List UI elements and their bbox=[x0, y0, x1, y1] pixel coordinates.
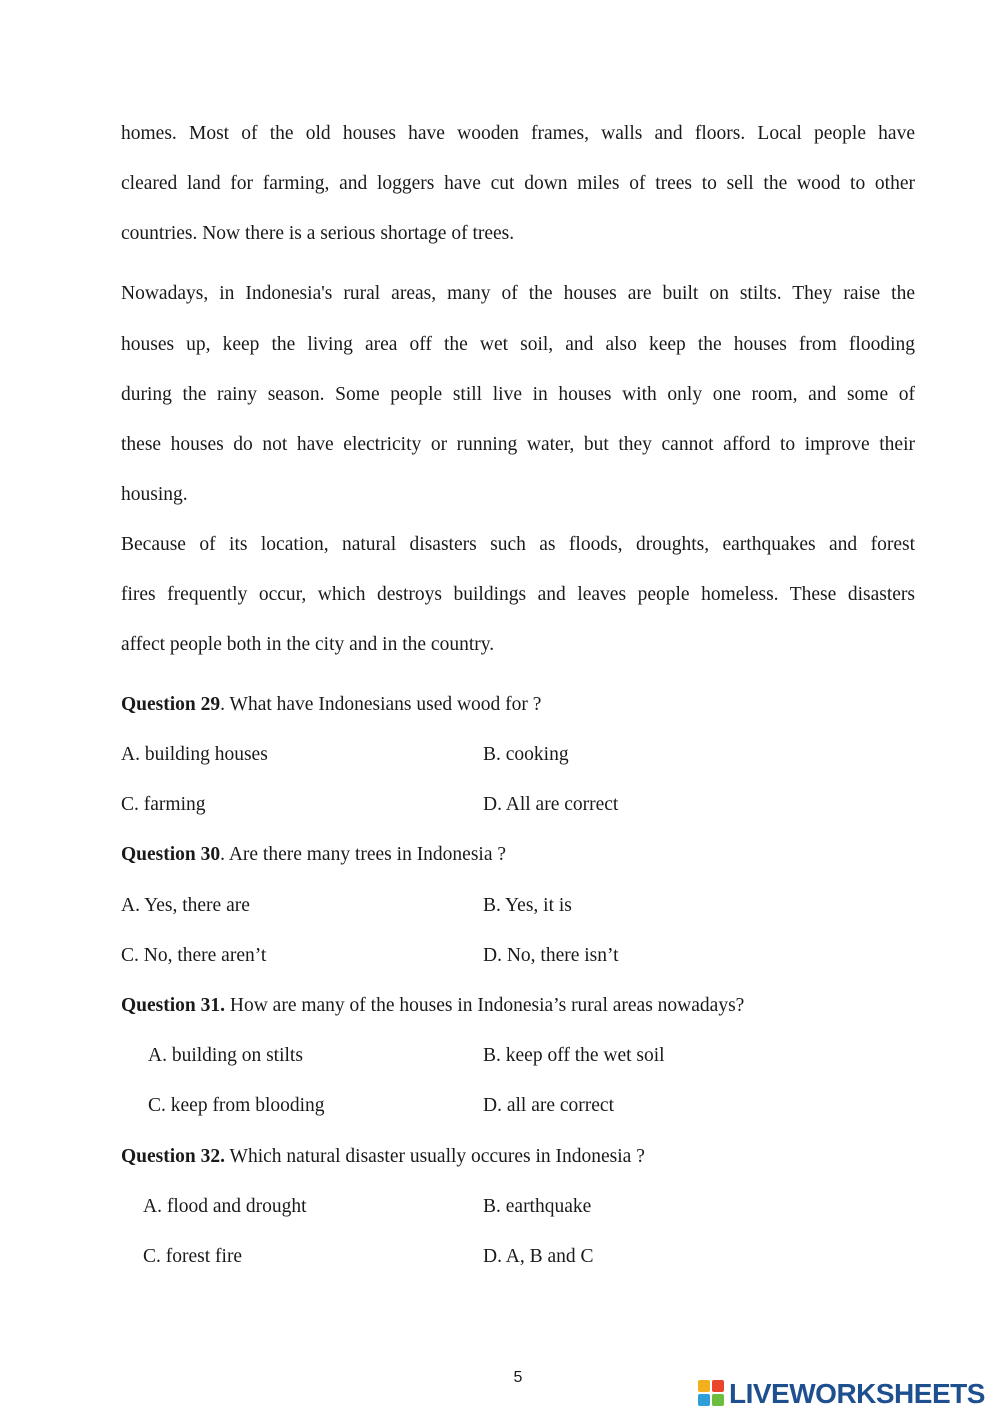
passage-line: homes. Most of the old houses have wooden frames, walls and floors. Local people have bbox=[121, 123, 915, 144]
question-label: Question 31. bbox=[121, 995, 226, 1016]
question-30 bbox=[121, 843, 915, 867]
option-b[interactable]: B. Yes, it is bbox=[483, 895, 572, 916]
option-c[interactable]: C. keep from blooding bbox=[148, 1095, 325, 1116]
passage-line: Because of its location, natural disasters such as floods, droughts, earthquakes and forest bbox=[121, 534, 915, 555]
logo-mark-icon bbox=[698, 1380, 726, 1408]
option-b[interactable]: B. earthquake bbox=[483, 1196, 592, 1217]
passage-line: housing. bbox=[121, 484, 188, 505]
option-d[interactable]: D. all are correct bbox=[483, 1095, 614, 1116]
option-d[interactable]: D. A, B and C bbox=[483, 1246, 594, 1267]
passage-line: cleared land for farming, and loggers have cut down miles of trees to sell the wood to other bbox=[121, 173, 915, 194]
question-text: . Are there many trees in Indonesia ? bbox=[220, 844, 507, 865]
question-text: Which natural disaster usually occures in Indonesia ? bbox=[225, 1146, 645, 1167]
liveworksheets-logo bbox=[698, 1377, 985, 1411]
question-31 bbox=[121, 994, 915, 1018]
question-32 bbox=[121, 1145, 915, 1169]
option-d[interactable]: D. All are correct bbox=[483, 794, 619, 815]
option-c[interactable]: C. forest fire bbox=[143, 1246, 243, 1267]
passage-line: during the rainy season. Some people still live in houses with only one room, and some of bbox=[121, 384, 915, 405]
option-c[interactable]: C. farming bbox=[121, 794, 206, 815]
option-a[interactable]: A. building houses bbox=[121, 744, 268, 765]
question-text: . What have Indonesians used wood for ? bbox=[220, 694, 542, 715]
question-label: Question 32. bbox=[121, 1146, 226, 1167]
passage-line: Nowadays, in Indonesia's rural areas, many of the houses are built on stilts. They raise the bbox=[121, 283, 915, 304]
option-a[interactable]: A. flood and drought bbox=[143, 1196, 307, 1217]
passage-line: affect people both in the city and in the country. bbox=[121, 634, 495, 655]
page-number: 5 bbox=[513, 1369, 523, 1386]
option-d[interactable]: D. No, there isn’t bbox=[483, 945, 619, 966]
passage-line: houses up, keep the living area off the wet soil, and also keep the houses from flooding bbox=[121, 334, 915, 355]
passage-line: countries. Now there is a serious shortage of trees. bbox=[121, 223, 515, 244]
question-29 bbox=[121, 693, 915, 717]
option-a[interactable]: A. Yes, there are bbox=[121, 895, 250, 916]
option-b[interactable]: B. cooking bbox=[483, 744, 569, 765]
passage-line: these houses do not have electricity or running water, but they cannot afford to improve their bbox=[121, 434, 915, 455]
option-a[interactable]: A. building on stilts bbox=[148, 1045, 303, 1066]
question-text: How are many of the houses in Indonesia’s rural areas nowadays? bbox=[225, 995, 745, 1016]
question-label: Question 29 bbox=[121, 694, 221, 715]
option-c[interactable]: C. No, there aren’t bbox=[121, 945, 267, 966]
passage-line: fires frequently occur, which destroys buildings and leaves people homeless. These disasters bbox=[121, 584, 915, 605]
option-b[interactable]: B. keep off the wet soil bbox=[483, 1045, 665, 1066]
logo-text: LIVEWORKSHEETS bbox=[729, 1378, 985, 1409]
question-label: Question 30 bbox=[121, 844, 221, 865]
